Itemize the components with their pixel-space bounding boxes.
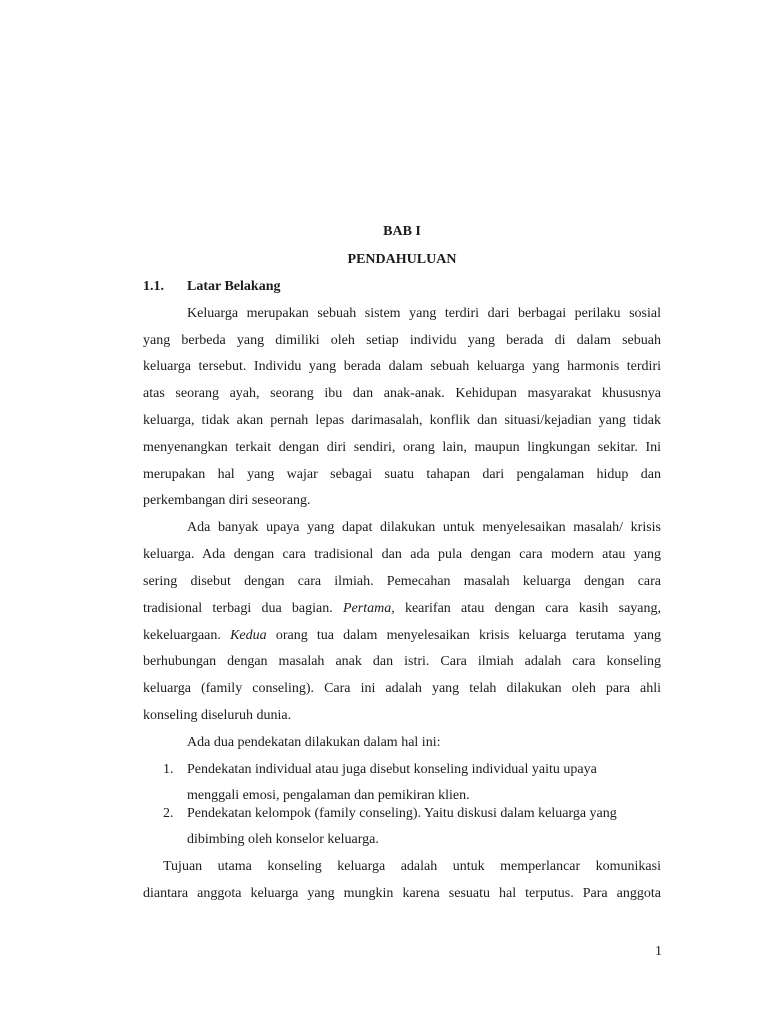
emphasis-kedua: Kedua — [230, 628, 267, 643]
paragraph-4-line: Tujuan utama konseling keluarga adalah untuk memperlancar komunikasi — [163, 859, 661, 874]
chapter-title: PENDAHULUAN — [347, 252, 457, 267]
paragraph-2-line: Ada banyak upaya yang dapat dilakukan untuk menyelesaikan masalah/ krisis — [187, 520, 661, 535]
chapter-heading: BAB I — [383, 224, 421, 239]
paragraph-2-line: keluarga (family conseling). Cara ini adalah yang telah dilakukan oleh para ahli — [143, 681, 661, 696]
paragraph-2-text: kearifan atau dengan cara kasih sayang, — [394, 601, 661, 616]
list-item-line: Pendekatan individual atau juga disebut konseling individual yaitu upaya — [187, 762, 597, 777]
paragraph-1-line: atas seorang ayah, seorang ibu dan anak-anak. Kehidupan masyarakat khususnya — [143, 386, 661, 401]
paragraph-1-line: yang berbeda yang dimiliki oleh setiap individu yang berada di dalam sebuah — [143, 333, 661, 348]
paragraph-2-text: orang tua dalam menyelesaikan krisis keluarga terutama yang — [266, 628, 661, 643]
section-number: 1.1. — [143, 279, 164, 294]
page-number: 1 — [655, 944, 662, 959]
paragraph-2-line: berhubungan dengan masalah anak dan istri. Cara ilmiah adalah cara konseling — [143, 654, 661, 669]
paragraph-2-text: kekeluargaan. — [143, 628, 231, 643]
paragraph-1-line: Keluarga merupakan sebuah sistem yang terdiri dari berbagai perilaku sosial — [187, 306, 661, 321]
list-item-line: menggali emosi, pengalaman dan pemikiran klien. — [187, 788, 470, 803]
list-item-line: dibimbing oleh konselor keluarga. — [187, 832, 379, 847]
list-item-number: 2. — [163, 806, 174, 821]
list-item-number: 1. — [163, 762, 174, 777]
paragraph-2-text: tradisional terbagi dua bagian. — [143, 601, 343, 616]
list-item-line: Pendekatan kelompok (family conseling). Yaitu diskusi dalam keluarga yang — [187, 806, 617, 821]
paragraph-2-line: konseling diseluruh dunia. — [143, 708, 292, 723]
paragraph-4-line: diantara anggota keluarga yang mungkin karena sesuatu hal terputus. Para anggota — [143, 886, 661, 901]
paragraph-2-line: keluarga. Ada dengan cara tradisional dan ada pula dengan cara modern atau yang — [143, 547, 661, 562]
paragraph-1-line: merupakan hal yang wajar sebagai suatu tahapan dari pengalaman hidup dan — [143, 467, 661, 482]
emphasis-pertama: Pertama, — [342, 601, 395, 616]
paragraph-1-line: keluarga, tidak akan pernah lepas darimasalah, konflik dan situasi/kejadian yang tidak — [143, 413, 661, 428]
paragraph-3-line: Ada dua pendekatan dilakukan dalam hal ini: — [187, 735, 441, 750]
paragraph-2-line — [143, 627, 661, 645]
section-title: Latar Belakang — [187, 279, 281, 294]
paragraph-1-line: menyenangkan terkait dengan diri sendiri, orang lain, maupun lingkungan sekitar. Ini — [143, 440, 661, 455]
paragraph-1-line: perkembangan diri seseorang. — [143, 493, 311, 508]
paragraph-2-line — [143, 600, 661, 618]
paragraph-2-line: sering disebut dengan cara ilmiah. Pemecahan masalah keluarga dengan cara — [143, 574, 661, 589]
paragraph-1-line: keluarga tersebut. Individu yang berada dalam sebuah keluarga yang harmonis terdiri — [143, 359, 661, 374]
